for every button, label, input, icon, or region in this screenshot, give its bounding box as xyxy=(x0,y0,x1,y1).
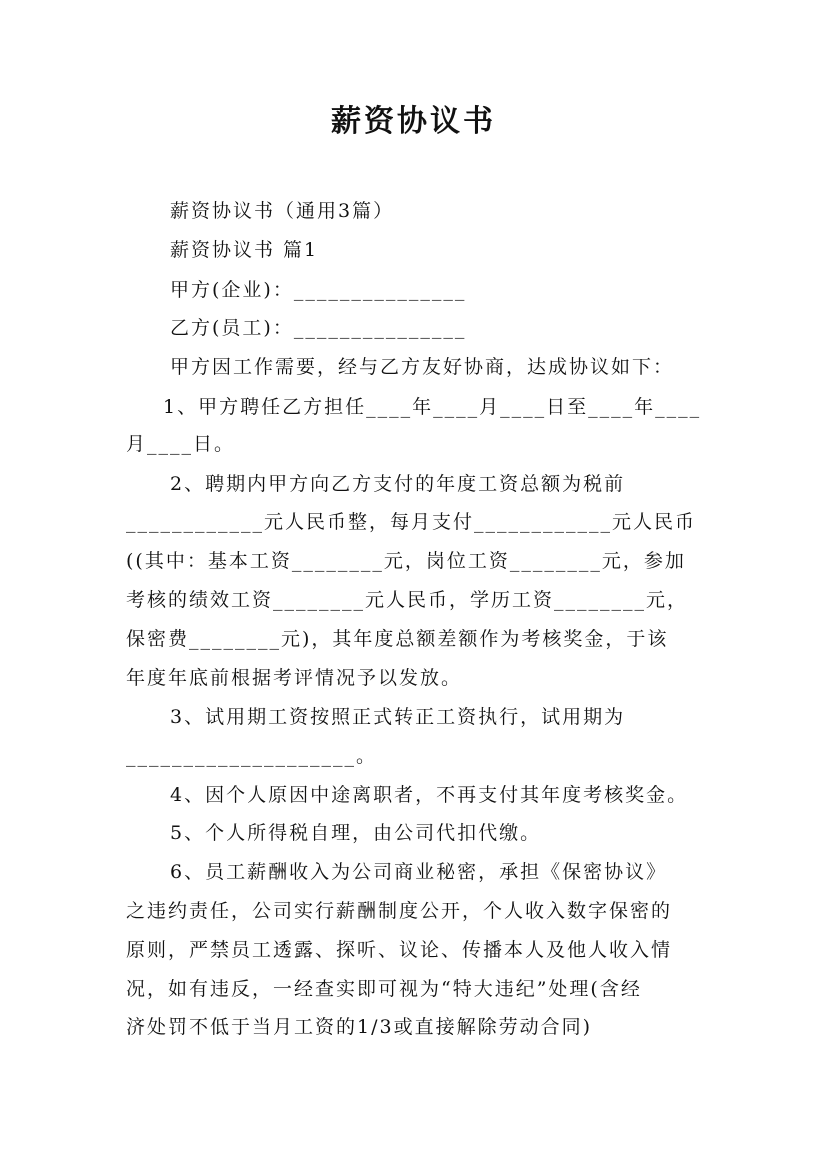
clause-5-line: 5、个人所得税自理，由公司代扣代缴。 xyxy=(170,822,542,844)
subtitle-line: 薪资协议书（通用3篇） xyxy=(170,200,395,222)
clause-2-line-2: ____________元人民币整，每月支付____________元人民币 xyxy=(126,511,697,533)
clause-6-line-5: 济处罚不低于当月工资的1/3或直接解除劳动合同) xyxy=(126,1016,592,1038)
agreement-intro-line: 甲方因工作需要，经与乙方友好协商，达成协议如下： xyxy=(170,356,675,378)
clause-6-line-2: 之违约责任，公司实行薪酬制度公开，个人收入数字保密的 xyxy=(126,900,673,922)
clause-2-line-1: 2、聘期内甲方向乙方支付的年度工资总额为税前 xyxy=(170,473,626,495)
clause-2-line-3: ((其中：基本工资________元，岗位工资________元，参加 xyxy=(126,550,686,572)
clause-2-line-5: 保密费________元)，其年度总额差额作为考核奖金，于该 xyxy=(126,628,669,650)
party-a-line: 甲方(企业)：_______________ xyxy=(170,279,467,301)
party-b-line: 乙方(员工)：_______________ xyxy=(170,317,467,339)
clause-3-line-1: 3、试用期工资按照正式转正工资执行，试用期为 xyxy=(170,706,626,728)
clause-1-line-2: 月____日。 xyxy=(126,433,236,455)
clause-1-line-1: 1、甲方聘任乙方担任____年____月____日至____年____ xyxy=(163,396,702,418)
section-heading: 薪资协议书 篇1 xyxy=(170,239,319,261)
clause-2-line-4: 考核的绩效工资________元人民币，学历工资________元， xyxy=(126,589,689,611)
clause-6-line-4: 况，如有违反，一经查实即可视为“特大违纪”处理(含经 xyxy=(126,978,642,1000)
document-title: 薪资协议书 xyxy=(331,104,496,139)
clause-6-line-1: 6、员工薪酬收入为公司商业秘密，承担《保密协议》 xyxy=(170,861,668,883)
clause-6-line-3: 原则，严禁员工透露、探听、议论、传播本人及他人收入情 xyxy=(126,939,673,961)
clause-4-line: 4、因个人原因中途离职者，不再支付其年度考核奖金。 xyxy=(170,784,689,806)
clause-2-line-6: 年度年底前根据考评情况予以发放。 xyxy=(126,667,463,689)
clause-3-line-2: ____________________。 xyxy=(126,745,378,767)
